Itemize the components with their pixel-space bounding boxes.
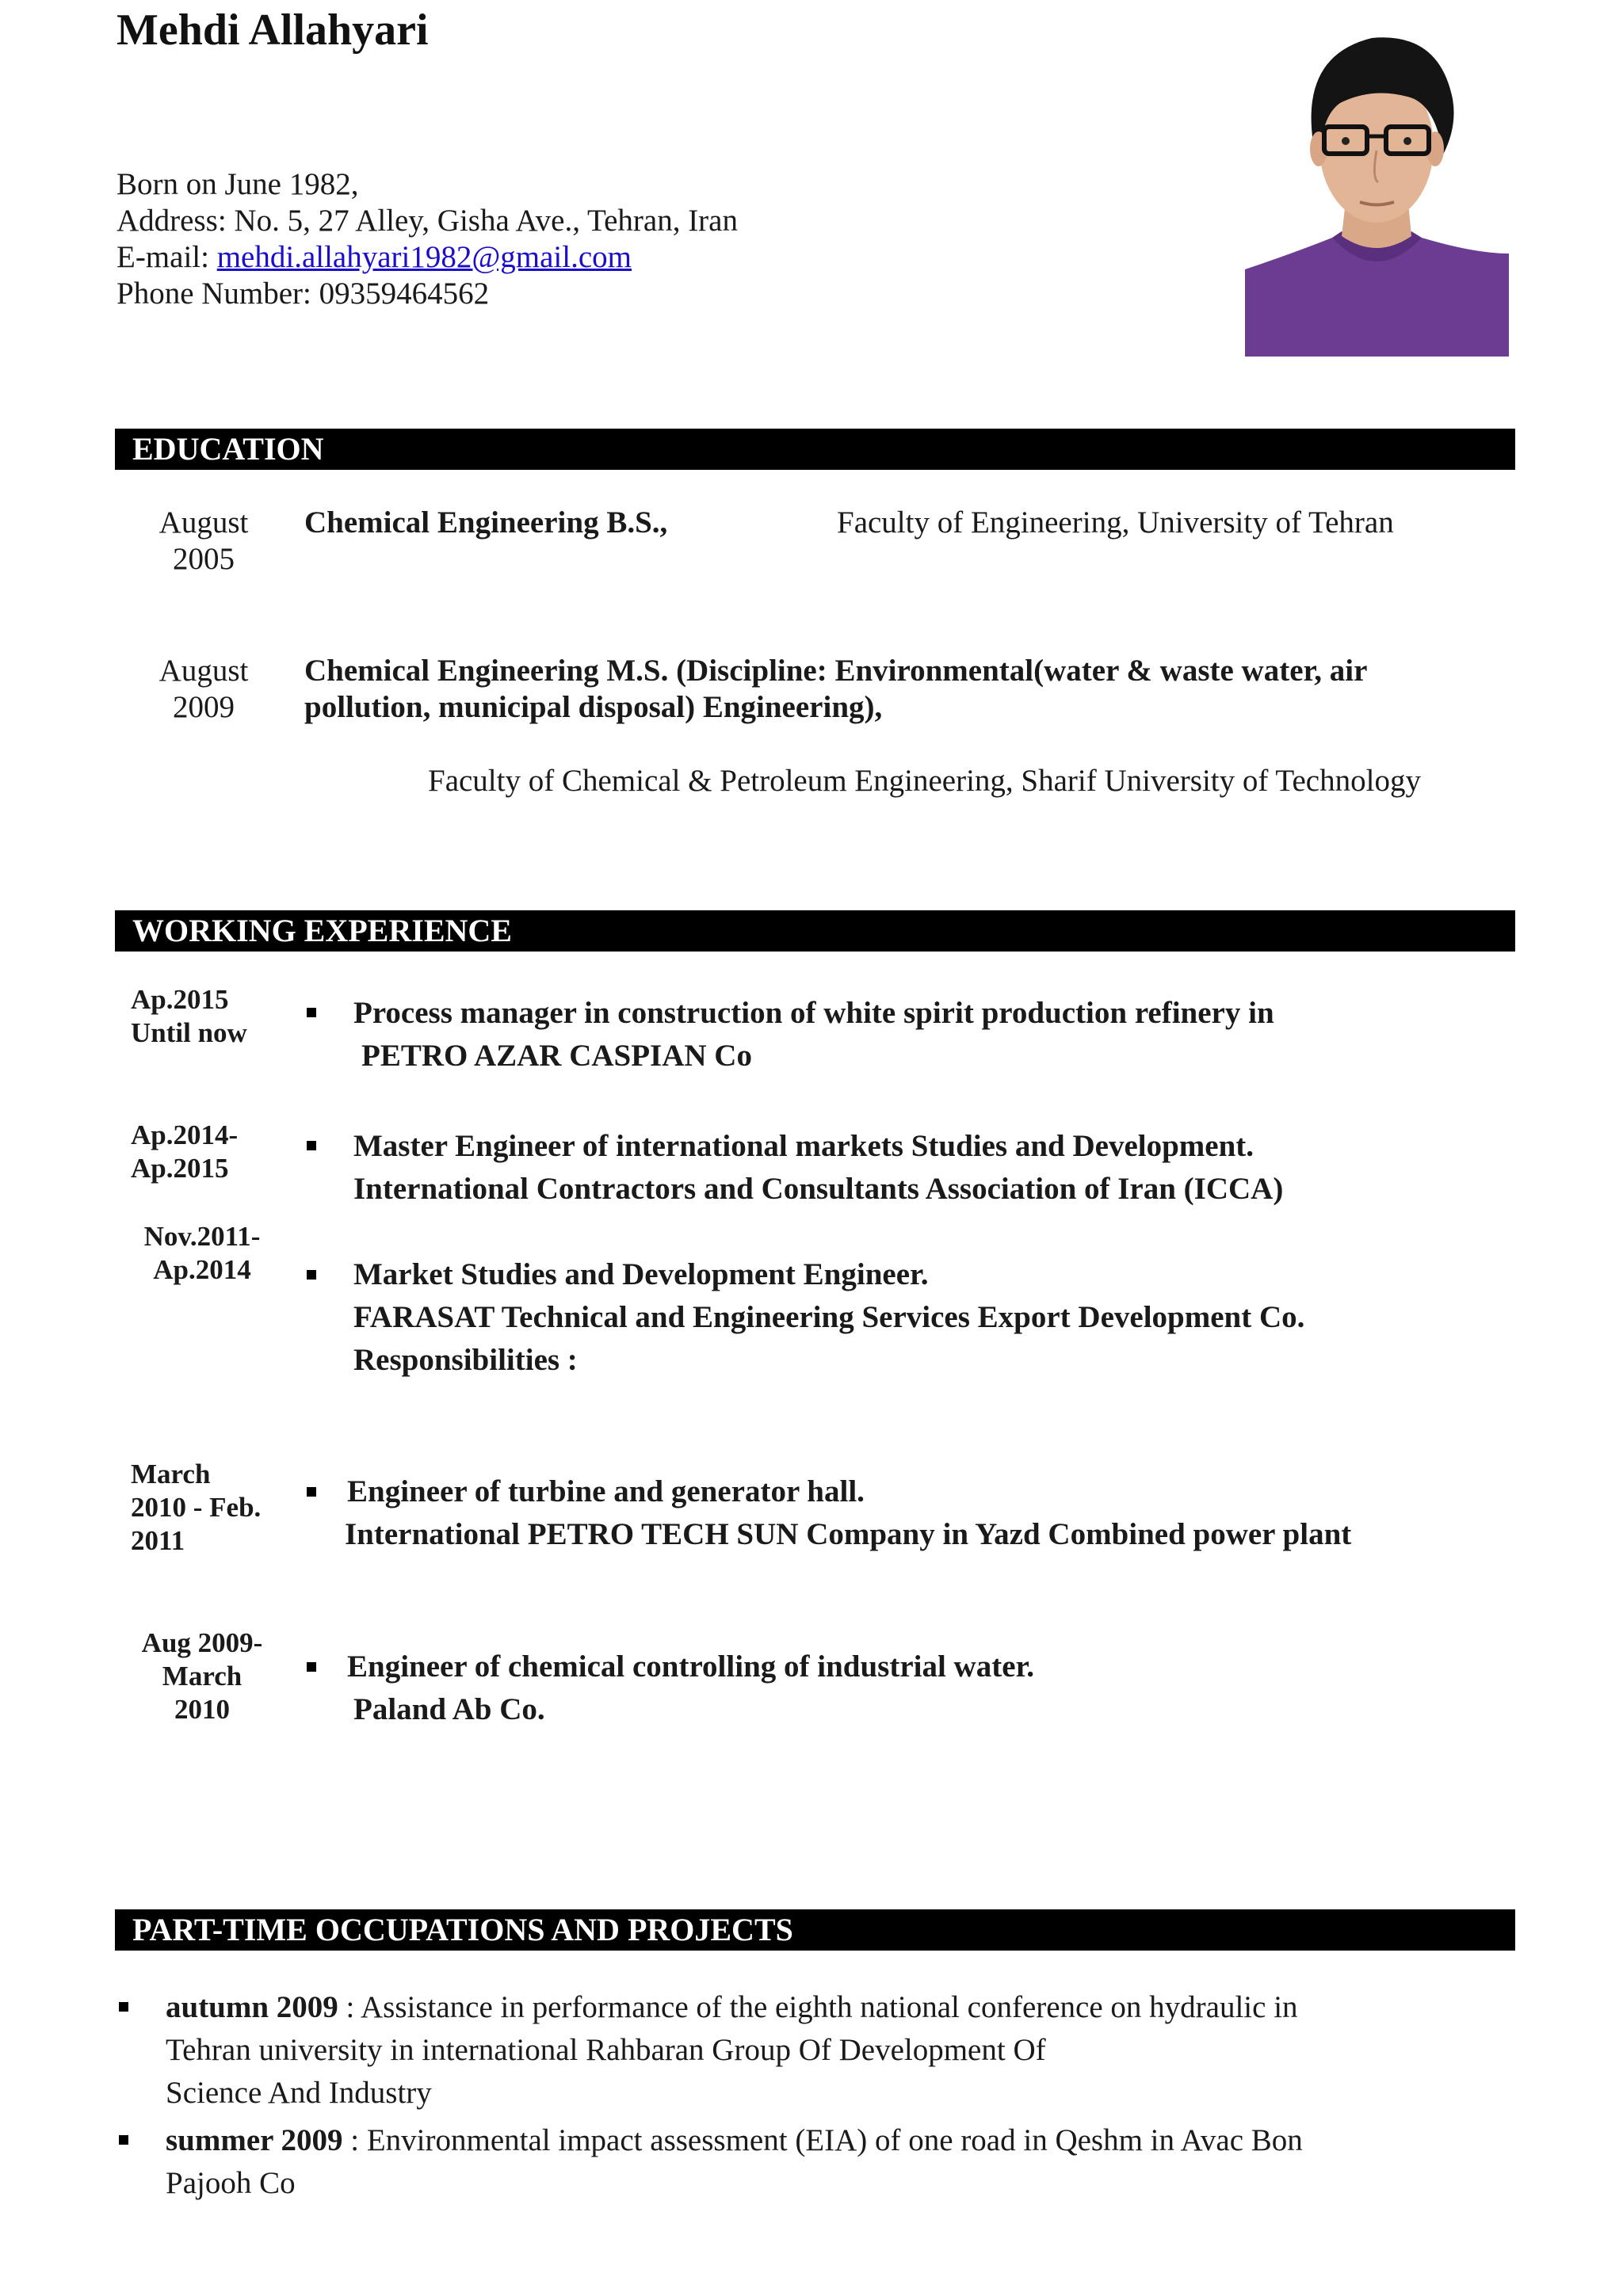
bullet-icon (307, 1270, 316, 1280)
part-time-label: summer 2009 (166, 2123, 343, 2157)
experience-company: International PETRO TECH SUN Company in Yazd Combined power plant (345, 1517, 1352, 1551)
experience-title: Engineer of chemical controlling of industrial water. (347, 1650, 1034, 1684)
experience-date: Aug 2009- March 2010 (141, 1627, 263, 1725)
bullet-icon (119, 2135, 128, 2145)
email-row (116, 239, 738, 276)
experience-company: PETRO AZAR CASPIAN Co (361, 1039, 752, 1073)
education-degree: Chemical Engineering B.S., (304, 505, 668, 540)
experience-title: Market Studies and Development Engineer. (353, 1257, 929, 1291)
bullet-icon (119, 2002, 128, 2012)
education-date: August 2005 (158, 505, 249, 576)
bullet-icon (307, 1008, 316, 1017)
education-date: August 2009 (158, 654, 249, 724)
email-label: E-mail: (116, 240, 217, 274)
experience-date: Ap.2015 Until now (131, 984, 247, 1048)
part-time-heading: PART-TIME OCCUPATIONS AND PROJECTS (115, 1909, 1515, 1951)
experience-date: Nov.2011- Ap.2014 (143, 1221, 261, 1285)
experience-title: Process manager in construction of white spirit production refinery in (353, 996, 1274, 1030)
part-time-item: autumn 2009 : Assistance in performance of the eighth national conference on hydraulic in Tehran university in international Rahbaran Group Of Development Of Science And Industry (166, 1990, 1298, 2110)
email-link[interactable]: mehdi.allahyari1982@gmail.com (216, 240, 632, 274)
resume-name: Mehdi Allahyari (116, 6, 429, 55)
education-institution: Faculty of Engineering, University of Tehran (837, 505, 1394, 540)
experience-company: Paland Ab Co. (353, 1692, 545, 1726)
profile-photo (1245, 24, 1509, 357)
experience-company: FARASAT Technical and Engineering Services Export Development Co. (353, 1300, 1305, 1334)
bullet-icon (307, 1141, 316, 1150)
experience-date: March 2010 - Feb. 2011 (131, 1459, 262, 1556)
experience-title: Master Engineer of international markets Studies and Development. (353, 1129, 1254, 1163)
experience-date: Ap.2014- Ap.2015 (131, 1119, 239, 1184)
experience-company: International Contractors and Consultants Association of Iran (ICCA) (353, 1172, 1284, 1206)
phone-number: Phone Number: 09359464562 (116, 277, 490, 311)
address: Address: No. 5, 27 Alley, Gisha Ave., Tehran, Iran (116, 204, 738, 238)
contact-block (116, 166, 738, 312)
bullet-icon (307, 1662, 316, 1672)
education-institution: Faculty of Chemical & Petroleum Engineering, Sharif University of Technology (428, 764, 1421, 798)
working-experience-heading: WORKING EXPERIENCE (115, 910, 1515, 952)
birth-date: Born on June 1982, (116, 167, 359, 201)
education-heading: EDUCATION (115, 429, 1515, 470)
bullet-icon (307, 1487, 316, 1497)
education-degree: Chemical Engineering M.S. (Discipline: Environmental(water & waste water, air pollution, municipal disposal) Engineering), (304, 654, 1368, 724)
experience-responsibilities: Responsibilities : (353, 1343, 578, 1377)
part-time-label: autumn 2009 (166, 1990, 338, 2024)
part-time-item: summer 2009 : Environmental impact assessment (EIA) of one road in Qeshm in Avac Bon Pajooh Co (166, 2123, 1303, 2200)
experience-title: Engineer of turbine and generator hall. (347, 1474, 865, 1508)
